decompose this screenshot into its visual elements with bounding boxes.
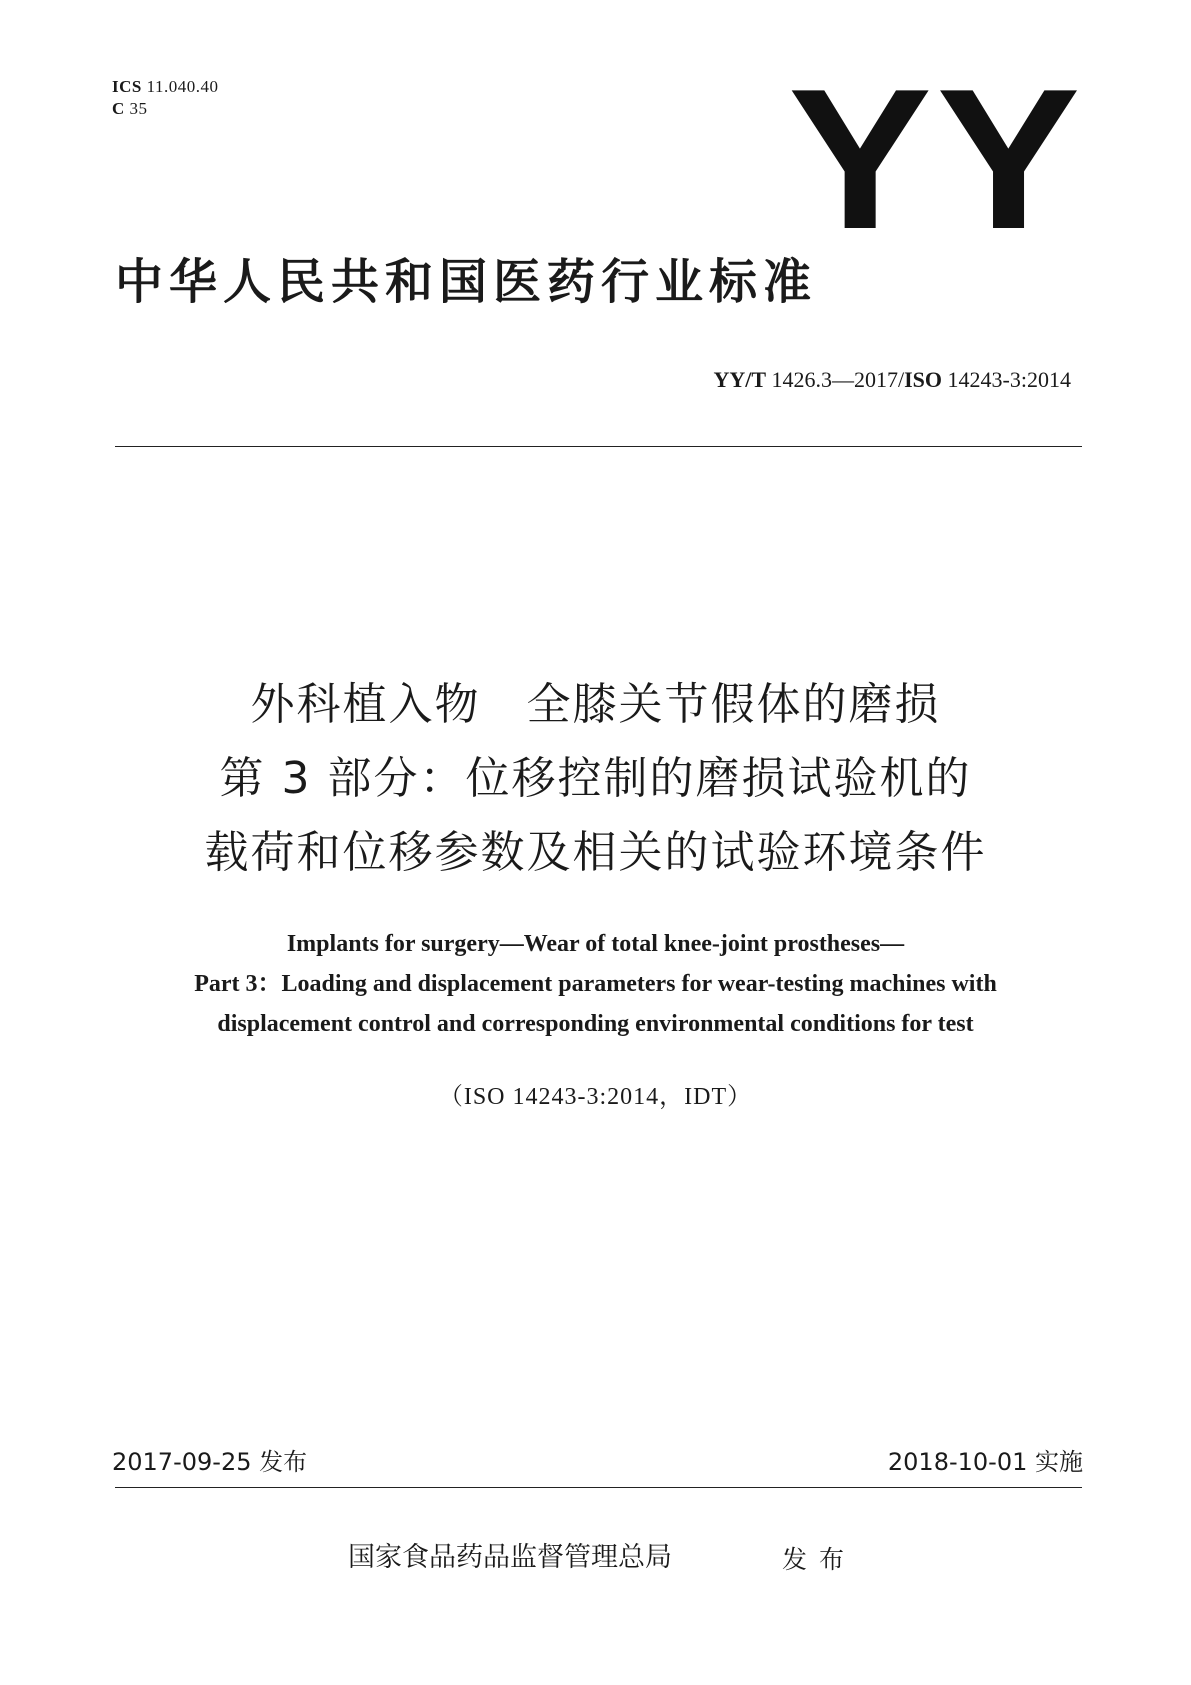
- implementation-date: 2018-10-01 实施: [887, 1448, 1083, 1476]
- english-title-line-3: displacement control and corresponding environmental conditions for test: [217, 1011, 974, 1037]
- chinese-title-line-1: 外科植入物 全膝关节假体的磨损: [250, 679, 941, 730]
- standard-number: [713, 366, 1071, 394]
- publisher-name: 国家食品药品监督管理总局: [348, 1542, 672, 1573]
- english-title-line-1: Implants for surgery—Wear of total knee-joint prostheses—: [286, 931, 905, 957]
- issue-date: 2017-09-25 发布: [112, 1448, 308, 1476]
- ccs-label: C: [112, 99, 125, 118]
- iso-equivalence-reference: （ISO 14243-3:2014，IDT）: [438, 1084, 753, 1110]
- english-title: [0, 924, 1191, 1044]
- ics-code: 11.040.40: [146, 77, 219, 96]
- top-divider: [115, 446, 1082, 447]
- chinese-title: [0, 668, 1191, 890]
- ics-label: ICS: [112, 77, 142, 96]
- chinese-title-line-2: 第 3 部分：位移控制的磨损试验机的: [219, 753, 972, 804]
- ccs-code: 35: [129, 99, 148, 118]
- standard-number-iso-body: 14243-3:2014: [947, 367, 1071, 392]
- publish-label: 发布: [782, 1545, 857, 1574]
- standard-category-title: 中华人民共和国医药行业标准: [115, 254, 818, 310]
- standard-number-iso: ISO: [904, 367, 943, 392]
- ccs-line: [112, 98, 218, 120]
- english-title-line-2: Part 3：Loading and displacement parameters for wear-testing machines with: [194, 971, 997, 997]
- standard-number-prefix: YY/T: [713, 367, 766, 392]
- standard-number-body: 1426.3—2017/: [771, 367, 905, 392]
- chinese-title-line-3: 载荷和位移参数及相关的试验环境条件: [204, 827, 987, 878]
- bottom-divider: [115, 1487, 1082, 1488]
- classification-codes: [112, 76, 218, 120]
- yy-standard-logo: YY: [788, 48, 1085, 271]
- ics-line: [112, 76, 218, 98]
